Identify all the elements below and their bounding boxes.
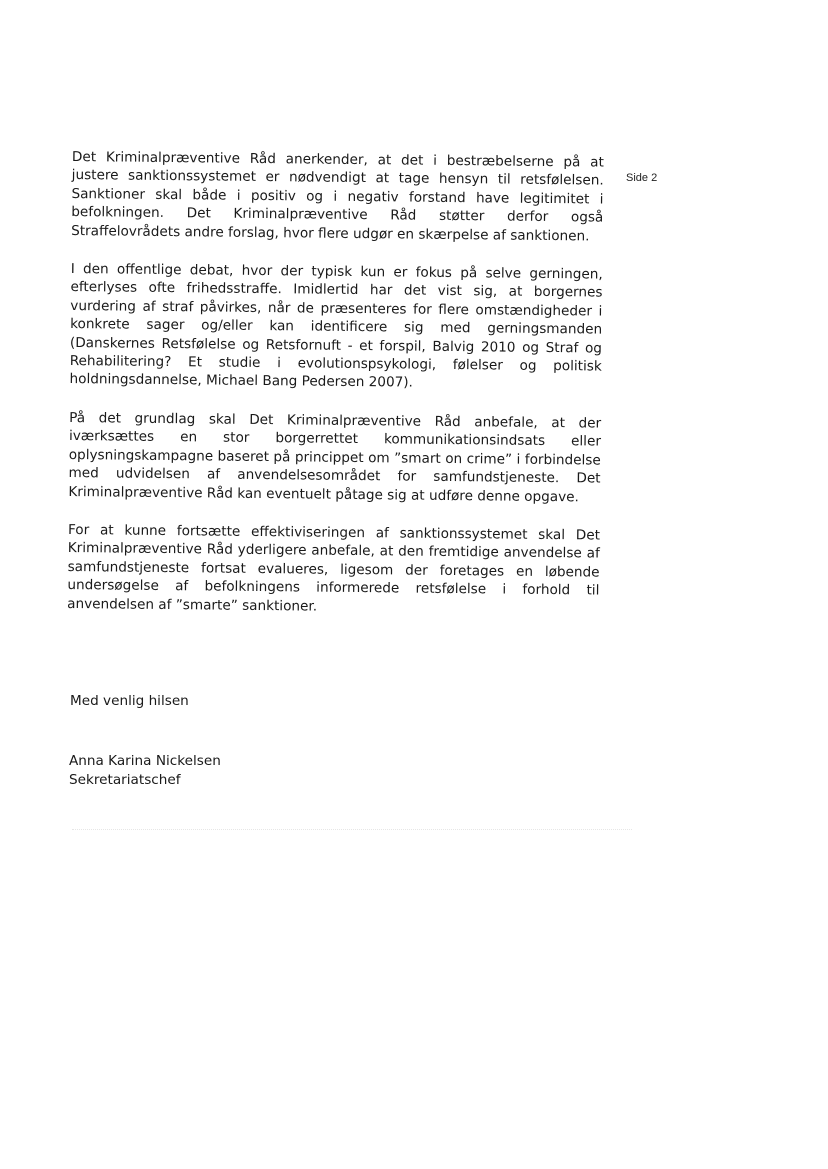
- closing-salutation: Med venlig hilsen: [70, 693, 189, 709]
- paragraph-offentlige-debat: I den offentlige debat, hvor der typisk kun er fokus på selve gerningen, efterlyses ofte frihedsstraffe. Imidlertid har det vist sig, at borgernes vurdering af straf påvirkes, når de præsenteres for flere omstændigheder i konkrete sager og/eller kan identificere sig med gerningsmanden (Danskernes Retsfølelse og Retsfornuft - et forspil, Balvig 2010 og Straf og Rehabilitering? Et studie i evolutionspsykologi, følelser og politisk holdningsdannelse, Michael Bang Pedersen 2007).: [69, 261, 603, 392]
- signatory-title: Sekretariatschef: [69, 772, 181, 788]
- paragraph-kommunikationsindsats: På det grundlag skal Det Kriminalpræventive Råd anbefale, at der iværksættes en stor borgerrettet kommunikationsindsats eller oplysningskampagne baseret på princippet om ”smart on crime” i forbindelse med udvidelsen af anvendelsesområdet for samfundstjeneste. Det Kriminalpræventive Råd kan eventuelt påtage sig at udføre denne opgave.: [68, 409, 602, 505]
- signature-block: [69, 752, 221, 790]
- paragraph-effektivisering: For at kunne fortsætte effektiviseringen af sanktionssystemet skal Det Kriminalpræventive Råd yderligere anbefale, at den fremtidige anvendelse af samfundstjeneste fortsat evalueres, ligesom der foretages en løbende undersøgelse af befolkningens informerede retsfølelse i forhold til anvendelsen af ”smarte” sanktioner.: [67, 521, 601, 615]
- page-number: Side 2: [626, 172, 658, 184]
- signatory-name: Anna Karina Nickelsen: [69, 753, 221, 769]
- letter-body: [67, 148, 604, 638]
- paragraph-retsfoelelse: Det Kriminalpræventive Råd anerkender, at det i bestræbelserne på at justere sanktionssystemet er nødvendigt at tage hensyn til retsfølelsen. Sanktioner skal både i positiv og i negativ forstand have legitimitet i befolkningen. Det Kriminalpræventive Råd støtter derfor også Straffelovrådets andre forslag, hvor flere udgør en skærpelse af sanktionen.: [71, 148, 604, 245]
- scan-artifact-line: [72, 829, 632, 830]
